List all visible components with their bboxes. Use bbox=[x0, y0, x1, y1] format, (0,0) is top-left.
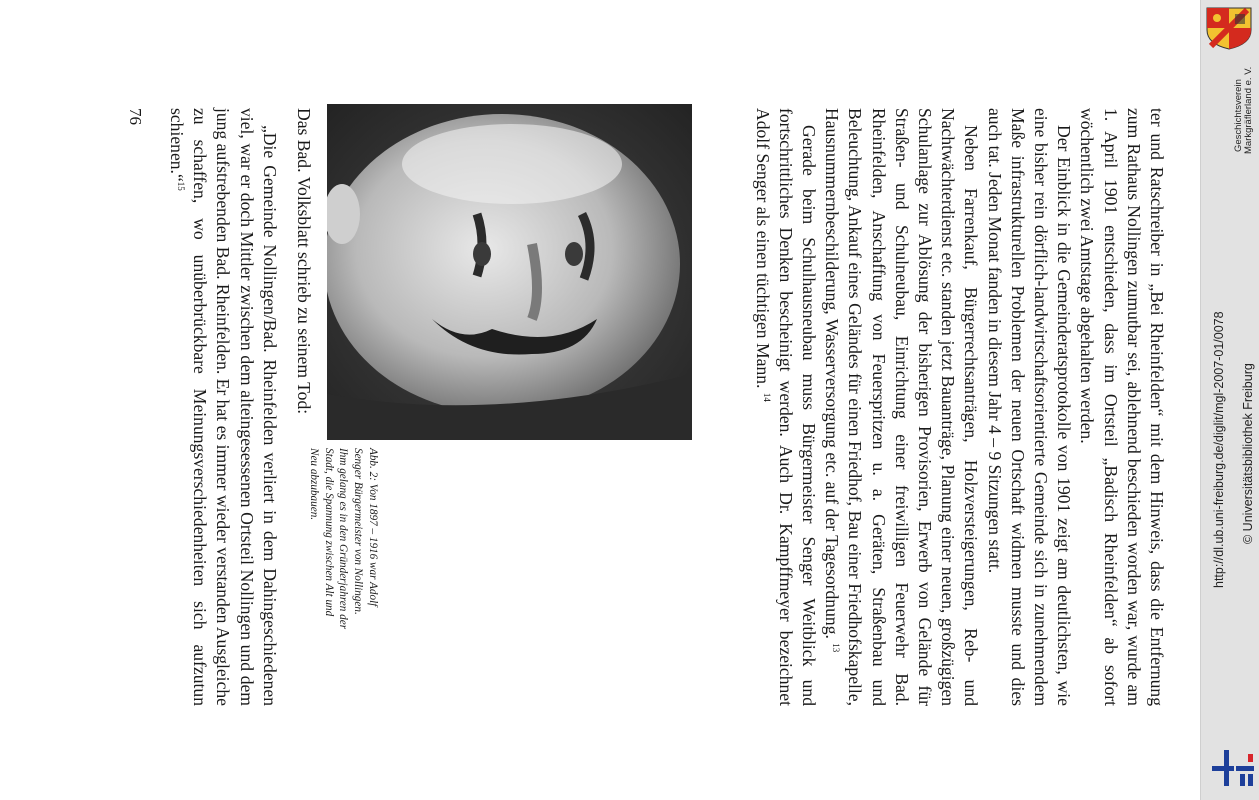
paragraph: Der Einblick in die Gemeinderatsprotokolle von 1901 zeigt am deutlichsten, wie eine bisher rein dörflich-landwirtschaftsorientierte Gemeinde sich in zunehmendem Maße infrastrukturellen Problemen der neuen Ortschaft widmen musste und dies auch tat. Jeden Monat fanden in diesem Jahr 4 – 9 Sitzungen statt. bbox=[984, 108, 1075, 706]
footnote-ref: 15 bbox=[175, 181, 186, 191]
paragraph: Das Bad. Volksblatt schrieb zu seinem Tod: bbox=[294, 108, 314, 415]
portrait-image bbox=[327, 104, 692, 440]
figure-caption bbox=[306, 448, 380, 708]
quote-paragraph: „Die Gemeinde Nollingen/Bad. Rheinfelden verliert in dem Dahingeschiedenen viel, war er doch Mittler zwischen dem alteingesessenen Ortsteil Nollingen und dem jung aufstrebenden Bad. Rheinfelden. Er hat es immer wieder verstanden Ausgleiche zu schaffen, wo unüberbrückbare Meinungsverschiedenheiten sich aufzutun schienen.“$^{15}$ bbox=[166, 108, 280, 706]
caption-line: Abb. 2: Von 1897 – 1916 war Adolf bbox=[367, 448, 379, 607]
copyright-notice: © Universitätsbibliothek Freiburg bbox=[1241, 363, 1255, 544]
coat-of-arms-icon bbox=[1205, 6, 1253, 50]
body-text-top bbox=[750, 108, 1168, 706]
society-name-line2: Markgräflerland e. V. bbox=[1243, 66, 1254, 154]
caption-line: Neu abzubauen. bbox=[307, 448, 320, 521]
paragraph: Gerade beim Schulhausneubau muss Bürgermeister Senger Weitblick und fortschrittliches Denken bescheinigt werden. Auch Dr. Kampffmeyer bezeichnet Adolf Senger als einen tüchtigen Mann. $^{14}$ bbox=[752, 108, 819, 706]
paragraph: ter und Ratschreiber in „Bei Rheinfelden“ mit dem Hinweis, dass die Entfernung zum Rathaus Nollingen zumutbar sei, ablehnend beschieden worden war, wurde am 1. April 1901 entschieden, dass im Ortsteil „Badisch Rheinfelden“ ab sofort wöchentlich zwei Amtstage abgehalten werden. bbox=[1077, 108, 1167, 706]
footnote-ref: 14 bbox=[761, 392, 772, 402]
caption-line: Stadt, die Spannung zwischen Alt und bbox=[322, 448, 335, 617]
caption-line: Senger Bürgermeister von Nollingen. bbox=[352, 448, 365, 615]
footnote-ref: 13 bbox=[831, 643, 842, 653]
paragraph: Neben Farrenkauf, Bürgerrechtsanträgen, Holzversteigerungen, Reb- und Nachtwächterdienst etc. standen jetzt Bauanträge, Planung einer neuen, großzügigen Schulanlage zur Ablösung der bisherigen Provisorien, Erwerb von Gelände für Straßen- und Schulneubau, Einrichtung einer freiwilligen Feuerwehr Bad. Rheinfelden, Anschaffung von Feuerspritzen u. a. Geräten, Straßenbau und Beleuchtung, Ankauf eines Geländes für einen Friedhof, Bau einer Friedhofskapelle, Hausnummernbeschilderung, Wasserversorgung etc. auf der Tagesordnung. $^{13}$ bbox=[822, 108, 982, 706]
caption-line: Ihm gelang es in den Gründerjahren der bbox=[337, 448, 350, 630]
permalink-url[interactable]: http://dl.ub.uni-freiburg.de/diglit/mgl-2007-01/0078 bbox=[1212, 311, 1226, 588]
ub-freiburg-logo-icon bbox=[1210, 748, 1256, 788]
body-text-bottom bbox=[165, 108, 315, 706]
page-number: 76 bbox=[126, 108, 145, 125]
society-name-line1: Geschichtsverein bbox=[1233, 79, 1244, 152]
portrait-photo bbox=[327, 104, 692, 440]
